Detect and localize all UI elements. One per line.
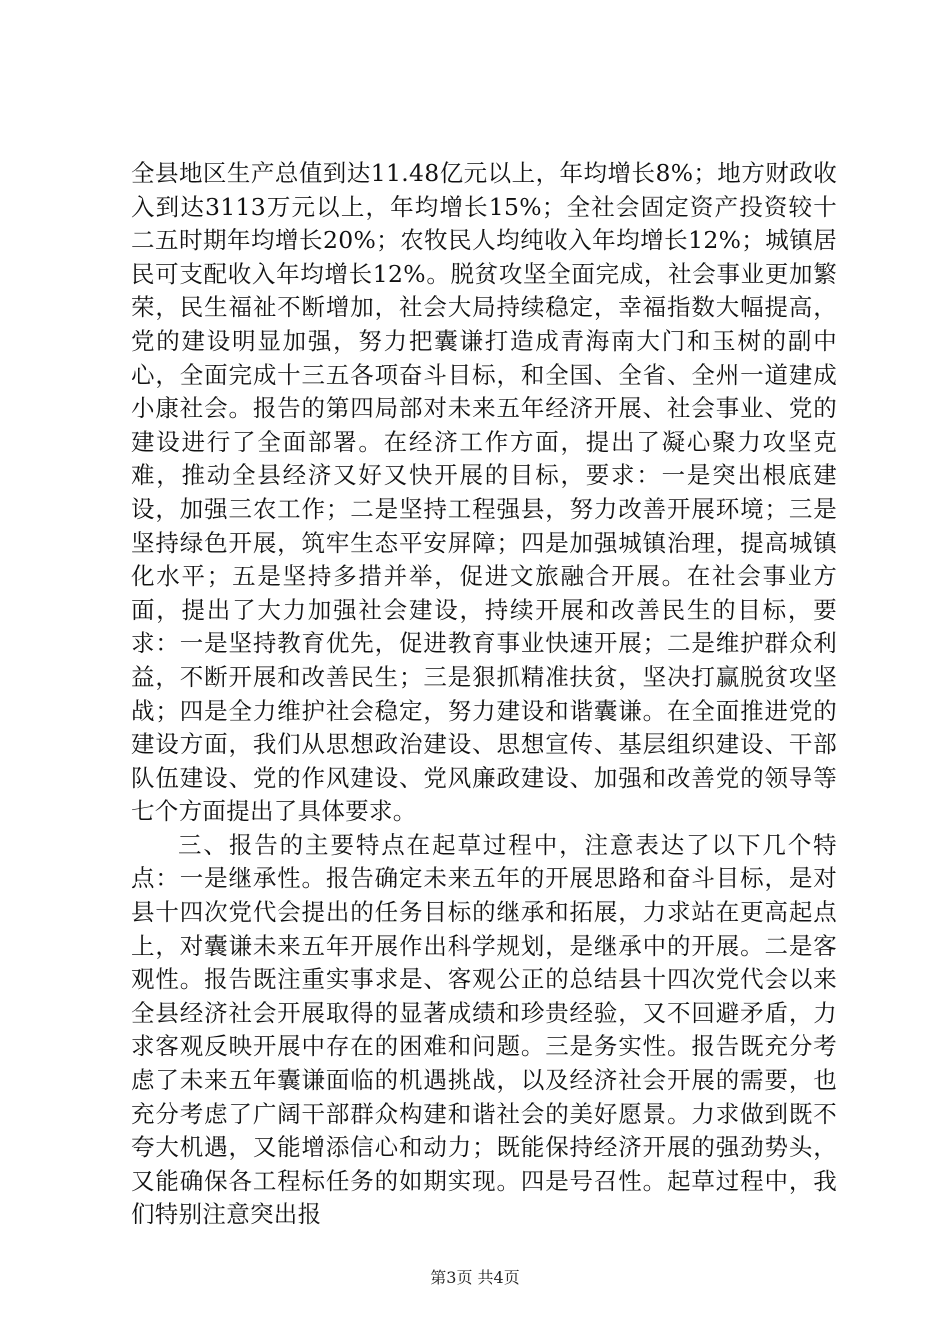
page-footer: 第3页 共4页 bbox=[430, 1268, 520, 1287]
document-body bbox=[131, 157, 837, 1232]
paragraph-goals-and-deployment: 全县地区生产总值到达11.48亿元以上，年均增长8%；地方财政收入到达3113万元以上，年均增长15%；全社会固定资产投资较十二五时期年均增长20%；农牧民人均纯收入年均增长12%；城镇居民可支配收入年均增长12%。脱贫攻坚全面完成，社会事业更加繁荣，民生福祉不断增加，社会大局持续稳定，幸福指数大幅提高，党的建设明显加强，努力把囊谦打造成青海南大门和玉树的副中心，全面完成十三五各项奋斗目标，和全国、全省、全州一道建成小康社会。报告的第四局部对未来五年经济开展、社会事业、党的建设进行了全面部署。在经济工作方面，提出了凝心聚力攻坚克难，推动全县经济又好又快开展的目标，要求：一是突出根底建设，加强三农工作；二是坚持工程强县，努力改善开展环境；三是坚持绿色开展，筑牢生态平安屏障；四是加强城镇治理，提高城镇化水平；五是坚持多措并举，促进文旅融合开展。在社会事业方面，提出了大力加强社会建设，持续开展和改善民生的目标，要求：一是坚持教育优先，促进教育事业快速开展；二是维护群众利益，不断开展和改善民生；三是狠抓精准扶贫，坚决打赢脱贫攻坚战；四是全力维护社会稳定，努力建设和谐囊谦。在全面推进党的建设方面，我们从思想政治建设、思想宣传、基层组织建设、干部队伍建设、党的作风建设、党风廉政建设、加强和改善党的领导等七个方面提出了具体要求。 bbox=[131, 159, 837, 826]
paragraph-report-characteristics: 三、报告的主要特点在起草过程中，注意表达了以下几个特点：一是继承性。报告确定未来五年的开展思路和奋斗目标，是对县十四次党代会提出的任务目标的继承和拓展，力求站在更高起点上，对囊谦未来五年开展作出科学规划，是继承中的开展。二是客观性。报告既注重实事求是、客观公正的总结县十四次党代会以来全县经济社会开展取得的显著成绩和珍贵经验，又不回避矛盾，力求客观反映开展中存在的困难和问题。三是务实性。报告既充分考虑了未来五年囊谦面临的机遇挑战，以及经济社会开展的需要，也充分考虑了广阔干部群众构建和谐社会的美好愿景。力求做到既不夸大机遇，又能增添信心和动力；既能保持经济开展的强劲势头，又能确保各工程标任务的如期实现。四是号召性。起草过程中，我们特别注意突出报 bbox=[131, 830, 837, 1229]
